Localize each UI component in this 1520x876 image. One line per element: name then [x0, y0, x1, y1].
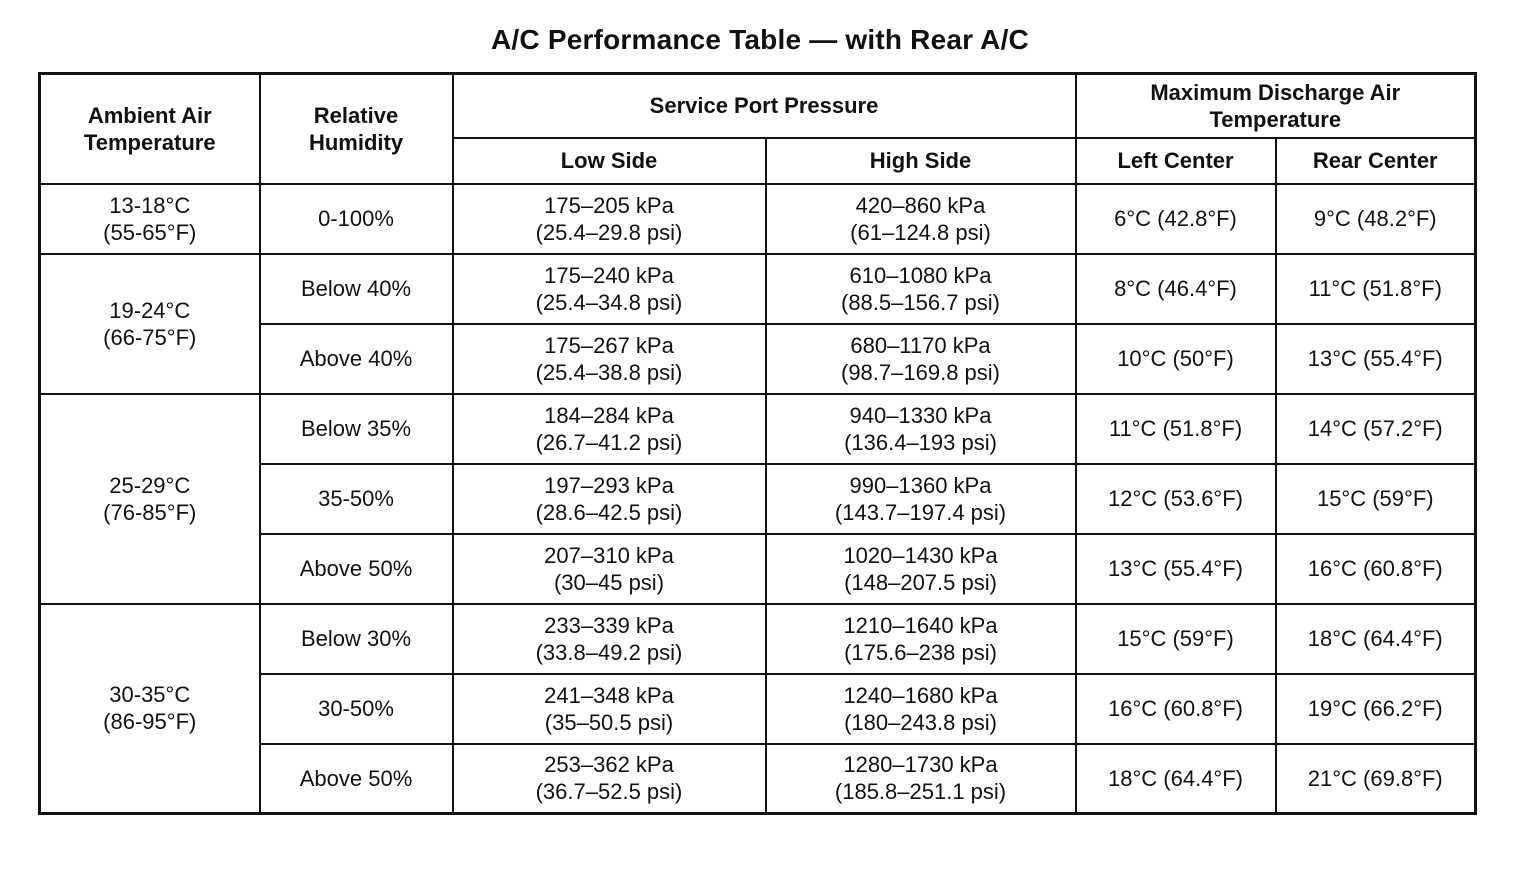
- low-side-cell: 175–205 kPa (25.4–29.8 psi): [453, 184, 766, 254]
- low-side-cell: 175–267 kPa (25.4–38.8 psi): [453, 324, 766, 394]
- low-side-cell: 175–240 kPa (25.4–34.8 psi): [453, 254, 766, 324]
- low-side-cell: 233–339 kPa (33.8–49.2 psi): [453, 604, 766, 674]
- table-row: [40, 394, 1476, 464]
- low-side-cell: 197–293 kPa (28.6–42.5 psi): [453, 464, 766, 534]
- humidity-cell: Above 50%: [260, 534, 453, 604]
- humidity-cell: Above 40%: [260, 324, 453, 394]
- page-title: A/C Performance Table — with Rear A/C: [491, 24, 1029, 55]
- rear-center-cell: 14°C (57.2°F): [1276, 394, 1476, 464]
- high-side-cell: 1280–1730 kPa (185.8–251.1 psi): [766, 744, 1076, 814]
- header-low-side: Low Side: [453, 138, 766, 184]
- table-row: [40, 184, 1476, 254]
- humidity-cell: 35-50%: [260, 464, 453, 534]
- humidity-cell: 0-100%: [260, 184, 453, 254]
- ambient-cell: 19-24°C (66-75°F): [40, 254, 260, 394]
- rear-center-cell: 15°C (59°F): [1276, 464, 1476, 534]
- table-row: [40, 604, 1476, 674]
- humidity-cell: Below 40%: [260, 254, 453, 324]
- header-row-top: [40, 74, 1476, 138]
- humidity-cell: Above 50%: [260, 744, 453, 814]
- ac-performance-table: [38, 72, 1477, 815]
- header-ambient-air-temperature: Ambient Air Temperature: [40, 74, 260, 184]
- rear-center-cell: 11°C (51.8°F): [1276, 254, 1476, 324]
- left-center-cell: 16°C (60.8°F): [1076, 674, 1276, 744]
- header-rear-center: Rear Center: [1276, 138, 1476, 184]
- high-side-cell: 1240–1680 kPa (180–243.8 psi): [766, 674, 1076, 744]
- header-relative-humidity: Relative Humidity: [260, 74, 453, 184]
- rear-center-cell: 21°C (69.8°F): [1276, 744, 1476, 814]
- high-side-cell: 1210–1640 kPa (175.6–238 psi): [766, 604, 1076, 674]
- ambient-cell: 30-35°C (86-95°F): [40, 604, 260, 814]
- header-service-port-pressure: Service Port Pressure: [453, 74, 1076, 138]
- ambient-cell: 25-29°C (76-85°F): [40, 394, 260, 604]
- rear-center-cell: 9°C (48.2°F): [1276, 184, 1476, 254]
- low-side-cell: 241–348 kPa (35–50.5 psi): [453, 674, 766, 744]
- table-row: [40, 254, 1476, 324]
- high-side-cell: 990–1360 kPa (143.7–197.4 psi): [766, 464, 1076, 534]
- ambient-cell: 13-18°C (55-65°F): [40, 184, 260, 254]
- low-side-cell: 253–362 kPa (36.7–52.5 psi): [453, 744, 766, 814]
- left-center-cell: 8°C (46.4°F): [1076, 254, 1276, 324]
- high-side-cell: 420–860 kPa (61–124.8 psi): [766, 184, 1076, 254]
- header-high-side: High Side: [766, 138, 1076, 184]
- humidity-cell: Below 35%: [260, 394, 453, 464]
- rear-center-cell: 19°C (66.2°F): [1276, 674, 1476, 744]
- high-side-cell: 680–1170 kPa (98.7–169.8 psi): [766, 324, 1076, 394]
- header-left-center: Left Center: [1076, 138, 1276, 184]
- high-side-cell: 610–1080 kPa (88.5–156.7 psi): [766, 254, 1076, 324]
- rear-center-cell: 16°C (60.8°F): [1276, 534, 1476, 604]
- low-side-cell: 207–310 kPa (30–45 psi): [453, 534, 766, 604]
- rear-center-cell: 13°C (55.4°F): [1276, 324, 1476, 394]
- header-max-discharge-air-temperature: Maximum Discharge Air Temperature: [1076, 74, 1476, 138]
- left-center-cell: 18°C (64.4°F): [1076, 744, 1276, 814]
- high-side-cell: 940–1330 kPa (136.4–193 psi): [766, 394, 1076, 464]
- left-center-cell: 15°C (59°F): [1076, 604, 1276, 674]
- left-center-cell: 12°C (53.6°F): [1076, 464, 1276, 534]
- left-center-cell: 11°C (51.8°F): [1076, 394, 1276, 464]
- left-center-cell: 13°C (55.4°F): [1076, 534, 1276, 604]
- rear-center-cell: 18°C (64.4°F): [1276, 604, 1476, 674]
- humidity-cell: Below 30%: [260, 604, 453, 674]
- humidity-cell: 30-50%: [260, 674, 453, 744]
- left-center-cell: 10°C (50°F): [1076, 324, 1276, 394]
- low-side-cell: 184–284 kPa (26.7–41.2 psi): [453, 394, 766, 464]
- left-center-cell: 6°C (42.8°F): [1076, 184, 1276, 254]
- high-side-cell: 1020–1430 kPa (148–207.5 psi): [766, 534, 1076, 604]
